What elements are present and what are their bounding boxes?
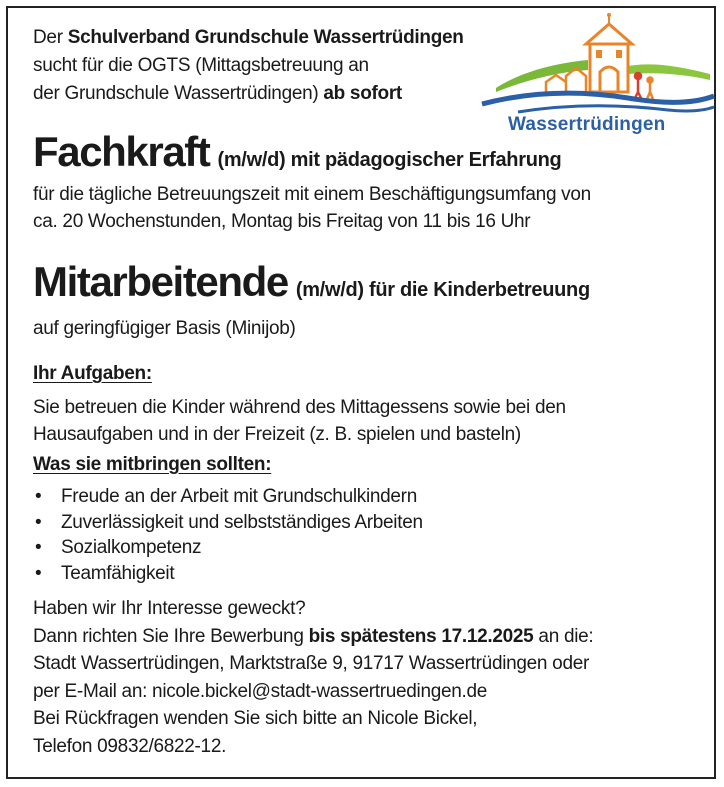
logo-wordmark: Wassertrüdingen [508,114,666,135]
list-item-text: Sozialkompetenz [61,537,202,558]
position-2-description: auf geringfügiger Basis (Minijob) [33,318,296,339]
position-1-title: Fachkraft [33,128,210,175]
bullet-icon: • [35,562,42,584]
tasks-heading: Ihr Aufgaben: [33,363,152,384]
closing-line-1: Haben wir Ihr Interesse geweckt? [33,598,306,619]
intro-line-2: sucht für die OGTS (Mittagsbetreuung an [33,55,369,76]
position-2-heading [33,258,590,306]
requirements-heading: Was sie mitbringen sollten: [33,454,272,475]
list-item [33,561,423,587]
intro-line-3-prefix: der Grundschule Wassertrüdingen) [33,83,324,104]
position-1-description [33,181,703,235]
intro-line-1-prefix: Der [33,27,68,48]
closing-line-2 [33,623,713,651]
tasks-description [33,394,703,448]
list-item-text: Zuverlässigkeit und selbstständiges Arbeiten [61,511,423,533]
contact-person: Bei Rückfragen wenden Sie sich bitte an Nicole Bickel, [33,708,478,729]
phone-number: Telefon 09832/6822-12. [33,735,227,757]
position-1-desc-line-1: für die tägliche Betreuungszeit mit einem Beschäftigungsumfang von [33,184,591,205]
closing-line-2-prefix: Dann richten Sie Ihre Bewerbung [33,625,309,647]
bullet-icon: • [35,511,42,533]
position-2-subtitle: (m/w/d) für die Kinderbetreuung [295,279,590,301]
intro-text [33,24,503,108]
employer-name: Schulverband Grundschule Wassertrüdingen [67,27,464,48]
postal-address: Stadt Wassertrüdingen, Marktstraße 9, 91717 Wassertrüdingen oder [33,653,590,674]
tasks-line-2: Hausaufgaben und in der Freizeit (z. B. spielen und basteln) [33,424,521,445]
list-item [33,484,423,510]
start-date: ab sofort [323,83,402,104]
position-1-desc-line-2: ca. 20 Wochenstunden, Montag bis Freitag von 11 bis 16 Uhr [33,211,531,232]
position-1-heading [33,128,561,176]
position-2-title: Mitarbeitende [33,258,288,305]
list-item [33,535,423,561]
list-item [33,510,423,536]
email-line: per E-Mail an: nicole.bickel@stadt-wassertruedingen.de [33,680,488,702]
application-deadline: bis spätestens 17.12.2025 [308,625,534,647]
requirements-list [33,484,423,586]
list-item-text: Teamfähigkeit [61,562,175,584]
tasks-line-1: Sie betreuen die Kinder während des Mittagessens sowie bei den [33,397,566,418]
bullet-icon: • [35,537,42,558]
position-1-subtitle: (m/w/d) mit pädagogischer Erfahrung [217,149,562,171]
closing-line-2-suffix: an die: [533,625,594,647]
list-item-text: Freude an der Arbeit mit Grundschulkindern [61,486,417,507]
closing-text [33,595,713,760]
intro-line-3 [33,80,503,108]
bullet-icon: • [35,486,42,507]
intro-line-1 [33,24,503,52]
